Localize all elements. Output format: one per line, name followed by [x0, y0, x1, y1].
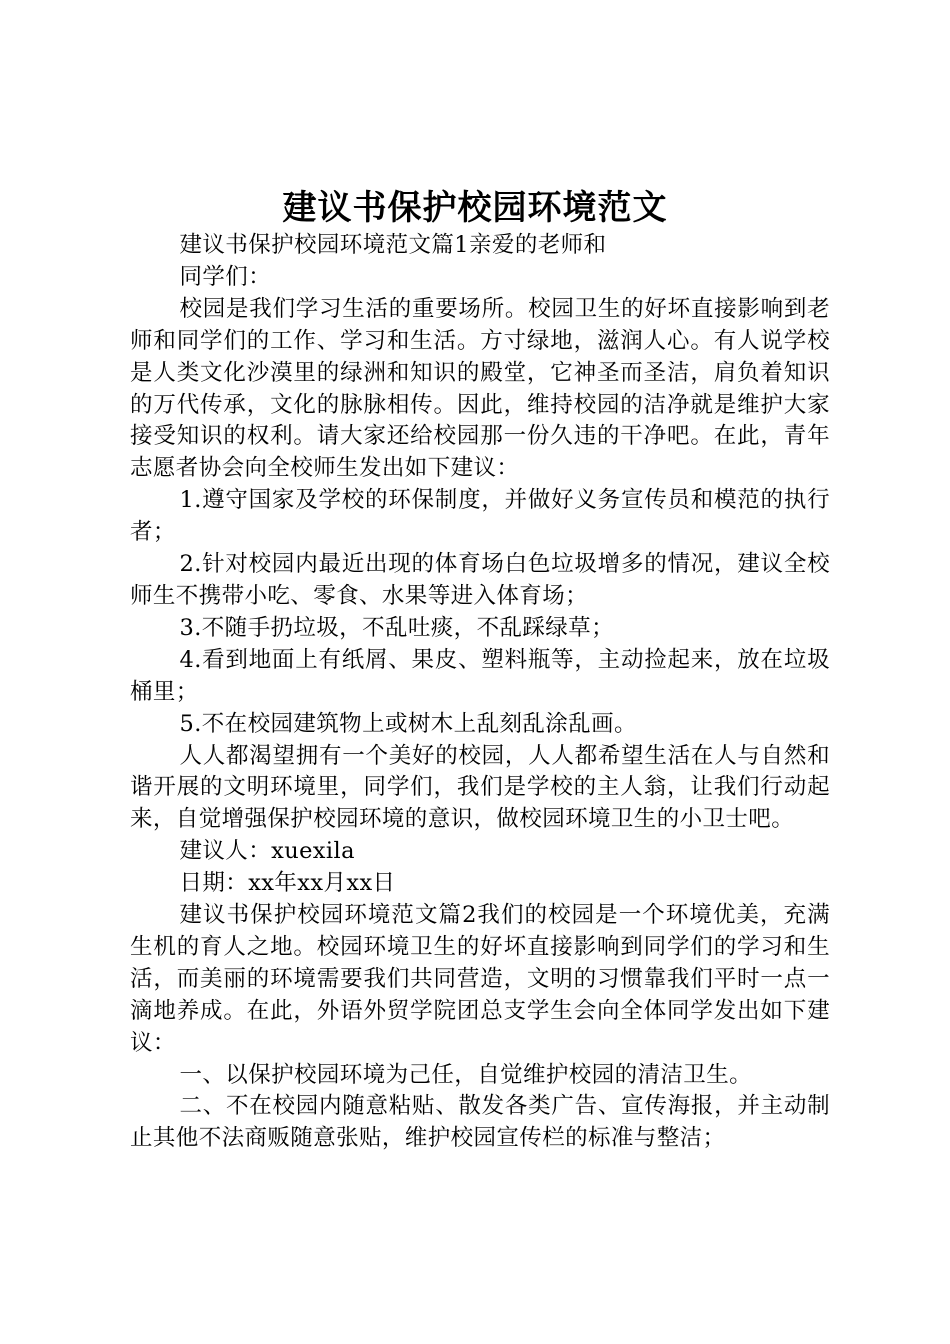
list-item-4: 4.看到地面上有纸屑、果皮、塑料瓶等，主动捡起来，放在垃圾桶里； — [130, 646, 830, 705]
list-item-2: 2.针对校园内最近出现的体育场白色垃圾增多的情况，建议全校师生不携带小吃、零食、水果等进入体育场； — [130, 551, 830, 609]
list-item-3: 3.不随手扔垃圾，不乱吐痰，不乱踩绿草； — [179, 614, 614, 641]
list-item-chinese-2: 二、不在校园内随意粘贴、散发各类广告、宣传海报，并主动制止其他不法商贩随意张贴，维护校园宣传栏的标准与整洁； — [130, 1093, 830, 1152]
date-line: 日期：xx年xx月xx日 — [179, 870, 396, 897]
signature-line: 建议人：xuexila — [179, 838, 355, 865]
list-item-1: 1.遵守国家及学校的环保制度，并做好义务宣传员和模范的执行者； — [130, 487, 830, 546]
paragraph-intro-heading: 建议书保护校园环境范文篇1亲爱的老师和 — [179, 232, 607, 258]
paragraph-essay-2: 建议书保护校园环境范文篇2我们的校园是一个环境优美，充满生机的育人之地。校园环境卫生的好坏直接影响到同学们的学习和生活，而美丽的环境需要我们共同营造，文明的习惯靠我们平时一点一滴地养成。在此，外语外贸学院团总支学生会向全体同学发出如下建议： — [130, 902, 830, 1056]
paragraph-salutation: 同学们： — [179, 263, 272, 290]
paragraph-body: 校园是我们学习生活的重要场所。校园卫生的好坏直接影响到老师和同学们的工作、学习和生活。方寸绿地，滋润人心。有人说学校是人类文化沙漠里的绿洲和知识的殿堂，它神圣而圣洁，肩负着知识的万代传承，文化的脉脉相传。因此，维持校园的洁净就是维护大家接受知识的权利。请大家还给校园那一份久违的干净吧。在此，青年志愿者协会向全校师生发出如下建议： — [130, 295, 830, 482]
document-body — [130, 230, 830, 1155]
paragraph-closing: 人人都渴望拥有一个美好的校园，人人都希望生活在人与自然和谐开展的文明环境里，同学们，我们是学校的主人翁，让我们行动起来，自觉增强保护校园环境的意识，做校园环境卫生的小卫士吧。 — [130, 742, 830, 833]
list-item-chinese-1: 一、以保护校园环境为己任，自觉维护校园的清洁卫生。 — [179, 1061, 753, 1088]
list-item-5: 5.不在校园建筑物上或树木上乱刻乱涂乱画。 — [179, 710, 637, 737]
document-title: 建议书保护校园环境范文 — [282, 188, 668, 228]
